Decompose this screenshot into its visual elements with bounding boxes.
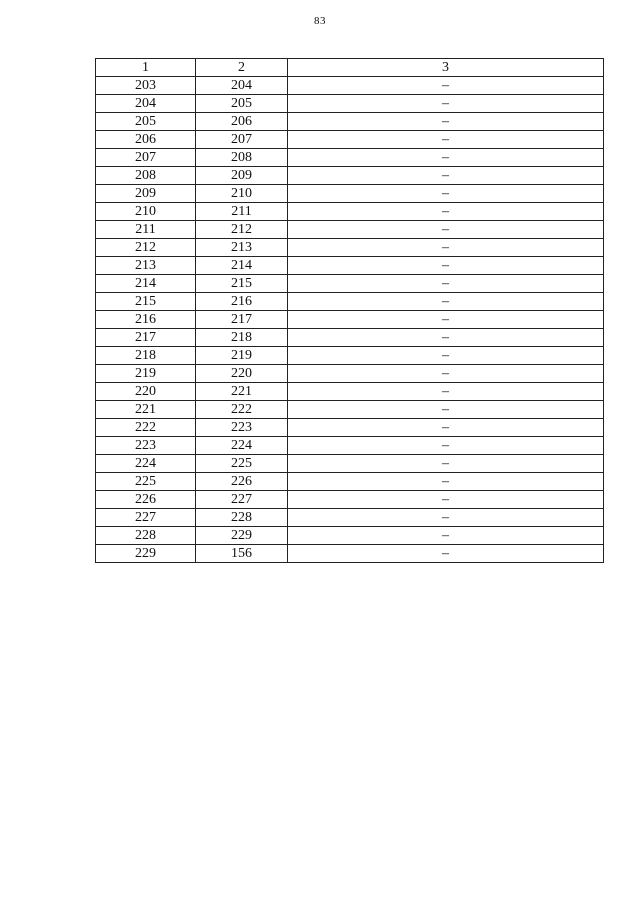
table-cell-col-3: – bbox=[288, 401, 604, 419]
table-cell-col-2: 218 bbox=[196, 329, 288, 347]
table-cell-col-3: – bbox=[288, 77, 604, 95]
table-row bbox=[96, 149, 604, 167]
table-cell-col-1: 228 bbox=[96, 527, 196, 545]
table-row bbox=[96, 491, 604, 509]
table-cell-col-1: 206 bbox=[96, 131, 196, 149]
table-cell-col-2: 216 bbox=[196, 293, 288, 311]
table-cell-col-3: – bbox=[288, 509, 604, 527]
table-cell-col-3: – bbox=[288, 275, 604, 293]
table-row bbox=[96, 167, 604, 185]
table-cell-col-1: 209 bbox=[96, 185, 196, 203]
table-row bbox=[96, 419, 604, 437]
table-cell-col-2: 229 bbox=[196, 527, 288, 545]
table-row bbox=[96, 437, 604, 455]
table-cell-col-1: 226 bbox=[96, 491, 196, 509]
table-cell-col-1: 215 bbox=[96, 293, 196, 311]
table-cell-col-1: 210 bbox=[96, 203, 196, 221]
table-row bbox=[96, 311, 604, 329]
table-cell-col-3: – bbox=[288, 527, 604, 545]
table-cell-col-3: – bbox=[288, 419, 604, 437]
table-row bbox=[96, 527, 604, 545]
table-cell-col-1: 211 bbox=[96, 221, 196, 239]
table-cell-col-1: 217 bbox=[96, 329, 196, 347]
table-cell-col-3: – bbox=[288, 473, 604, 491]
table-row bbox=[96, 239, 604, 257]
table-row bbox=[96, 401, 604, 419]
table-row bbox=[96, 113, 604, 131]
table-cell-col-3: – bbox=[288, 203, 604, 221]
table-cell-col-3: – bbox=[288, 221, 604, 239]
table-cell-col-2: 219 bbox=[196, 347, 288, 365]
table-cell-col-3: – bbox=[288, 239, 604, 257]
table-cell-col-1: 219 bbox=[96, 365, 196, 383]
table-row bbox=[96, 185, 604, 203]
column-header-1: 1 bbox=[96, 59, 196, 77]
table-cell-col-1: 221 bbox=[96, 401, 196, 419]
table-cell-col-2: 224 bbox=[196, 437, 288, 455]
table-cell-col-3: – bbox=[288, 185, 604, 203]
table-cell-col-1: 220 bbox=[96, 383, 196, 401]
table-row bbox=[96, 203, 604, 221]
table-cell-col-3: – bbox=[288, 545, 604, 563]
table-cell-col-3: – bbox=[288, 95, 604, 113]
table-cell-col-1: 224 bbox=[96, 455, 196, 473]
table-cell-col-2: 223 bbox=[196, 419, 288, 437]
table-cell-col-2: 207 bbox=[196, 131, 288, 149]
table-row bbox=[96, 329, 604, 347]
table-cell-col-2: 225 bbox=[196, 455, 288, 473]
table-cell-col-2: 156 bbox=[196, 545, 288, 563]
table-cell-col-1: 225 bbox=[96, 473, 196, 491]
table-cell-col-2: 206 bbox=[196, 113, 288, 131]
table-cell-col-2: 211 bbox=[196, 203, 288, 221]
table-row bbox=[96, 77, 604, 95]
table-cell-col-1: 214 bbox=[96, 275, 196, 293]
table-row bbox=[96, 455, 604, 473]
column-header-2: 2 bbox=[196, 59, 288, 77]
table-row bbox=[96, 473, 604, 491]
data-table bbox=[95, 58, 604, 563]
table-cell-col-2: 212 bbox=[196, 221, 288, 239]
table-cell-col-1: 205 bbox=[96, 113, 196, 131]
table-cell-col-2: 226 bbox=[196, 473, 288, 491]
table-cell-col-2: 214 bbox=[196, 257, 288, 275]
table-cell-col-3: – bbox=[288, 149, 604, 167]
table-cell-col-1: 222 bbox=[96, 419, 196, 437]
table-row bbox=[96, 365, 604, 383]
table-row bbox=[96, 347, 604, 365]
table-row bbox=[96, 257, 604, 275]
table-cell-col-2: 217 bbox=[196, 311, 288, 329]
header-row bbox=[96, 59, 604, 77]
table-cell-col-3: – bbox=[288, 365, 604, 383]
table-cell-col-1: 212 bbox=[96, 239, 196, 257]
table-cell-col-3: – bbox=[288, 293, 604, 311]
table-row bbox=[96, 275, 604, 293]
table-cell-col-2: 210 bbox=[196, 185, 288, 203]
table-row bbox=[96, 383, 604, 401]
table-row bbox=[96, 221, 604, 239]
table-row bbox=[96, 509, 604, 527]
table-cell-col-1: 213 bbox=[96, 257, 196, 275]
table-cell-col-2: 222 bbox=[196, 401, 288, 419]
table-cell-col-1: 204 bbox=[96, 95, 196, 113]
table-row bbox=[96, 293, 604, 311]
table-cell-col-2: 213 bbox=[196, 239, 288, 257]
table-cell-col-1: 208 bbox=[96, 167, 196, 185]
table-cell-col-1: 218 bbox=[96, 347, 196, 365]
table-cell-col-2: 221 bbox=[196, 383, 288, 401]
column-header-3: 3 bbox=[288, 59, 604, 77]
table-cell-col-3: – bbox=[288, 311, 604, 329]
table-row bbox=[96, 131, 604, 149]
table-cell-col-3: – bbox=[288, 329, 604, 347]
table-cell-col-1: 216 bbox=[96, 311, 196, 329]
table-cell-col-1: 229 bbox=[96, 545, 196, 563]
table-row bbox=[96, 545, 604, 563]
page-number: 83 bbox=[314, 15, 326, 27]
table-cell-col-3: – bbox=[288, 437, 604, 455]
table-cell-col-1: 207 bbox=[96, 149, 196, 167]
table-cell-col-1: 227 bbox=[96, 509, 196, 527]
table-cell-col-2: 215 bbox=[196, 275, 288, 293]
table-cell-col-3: – bbox=[288, 131, 604, 149]
table-cell-col-3: – bbox=[288, 113, 604, 131]
table-cell-col-1: 223 bbox=[96, 437, 196, 455]
table-cell-col-2: 220 bbox=[196, 365, 288, 383]
table-cell-col-2: 227 bbox=[196, 491, 288, 509]
table-cell-col-1: 203 bbox=[96, 77, 196, 95]
table-cell-col-2: 228 bbox=[196, 509, 288, 527]
table-body bbox=[96, 77, 604, 563]
table-cell-col-2: 208 bbox=[196, 149, 288, 167]
table-cell-col-3: – bbox=[288, 167, 604, 185]
table-cell-col-3: – bbox=[288, 455, 604, 473]
table-cell-col-2: 209 bbox=[196, 167, 288, 185]
table-header bbox=[96, 59, 604, 77]
table-cell-col-3: – bbox=[288, 347, 604, 365]
table-cell-col-3: – bbox=[288, 383, 604, 401]
table-cell-col-2: 204 bbox=[196, 77, 288, 95]
table-row bbox=[96, 95, 604, 113]
table-cell-col-2: 205 bbox=[196, 95, 288, 113]
table-cell-col-3: – bbox=[288, 257, 604, 275]
table-cell-col-3: – bbox=[288, 491, 604, 509]
